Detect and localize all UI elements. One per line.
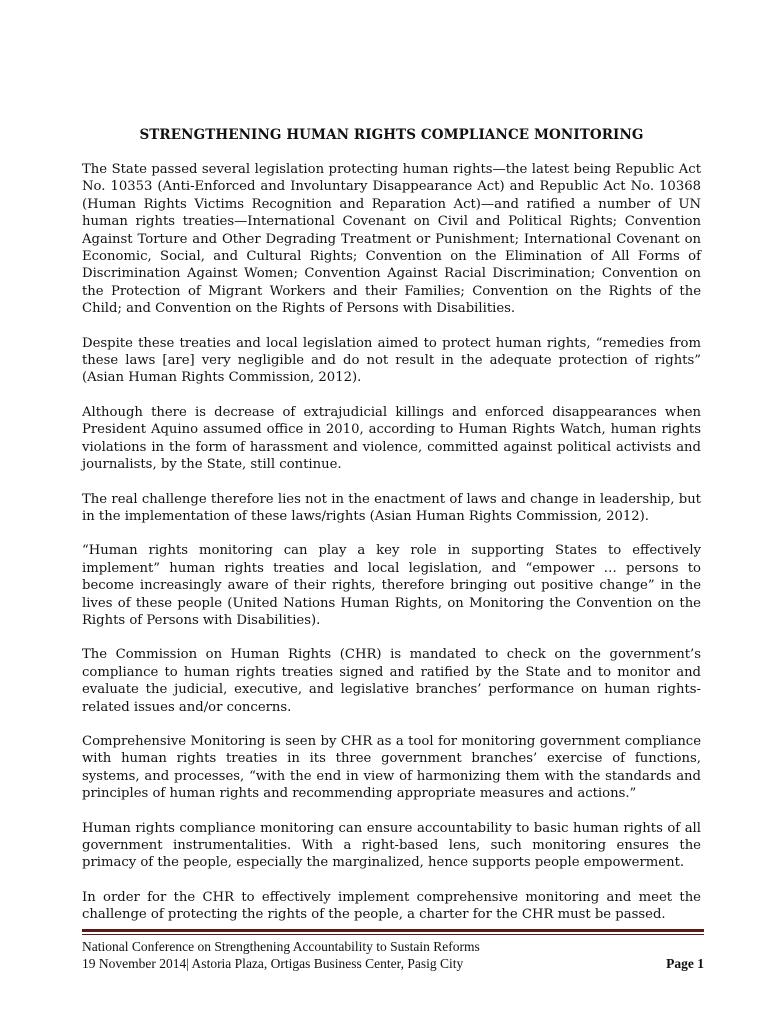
footer-rule-thin bbox=[82, 934, 704, 935]
document-body bbox=[82, 127, 701, 941]
paragraph-chr-charter: In order for the CHR to effectively implement comprehensive monitoring and meet the challenge of protecting the rights of the people, a charter for the CHR must be passed. bbox=[82, 889, 701, 923]
footer-rule-thick bbox=[82, 929, 704, 932]
paragraph-monitoring-role: “Human rights monitoring can play a key role in supporting States to effectively implement” human rights treaties and local legislation, and “empower … persons to become increasingly aware of their rights, therefore bringing out positive change” in the lives of these people (United Nations Human Rights, on Monitoring the Convention on the Rights of Persons with Disabilities). bbox=[82, 543, 701, 628]
paragraph-real-challenge: The real challenge therefore lies not in the enactment of laws and change in leadership, but in the implementation of these laws/rights (Asian Human Rights Commission, 2012). bbox=[82, 491, 701, 524]
footer-date-venue: 19 November 2014| Astoria Plaza, Ortigas Business Center, Pasig City bbox=[82, 956, 464, 971]
paragraph-accountability: Human rights compliance monitoring can ensure accountability to basic human rights of all government instrumentalities. With a right-based lens, such monitoring ensures the primacy of the people, especially the marginalized, hence supports people empowerment. bbox=[82, 820, 701, 871]
paragraph-legislation: The State passed several legislation protecting human rights—the latest being Republic Act No. 10353 (Anti-Enforced and Involuntary Disappearance Act) and Republic Act No. 10368 (Human Rights Victims Recognition and Reparation Act)—and ratified a number of UN human rights treaties—International Covenant on Civil and Political Rights; Convention Against Torture and Other Degrading Treatment or Punishment; International Covenant on Economic, Social, and Cultural Rights; Convention on the Elimination of All Forms of Discrimination Against Women; Convention Against Racial Discrimination; Convention on the Protection of Migrant Workers and their Families; Convention on the Rights of the Child; and Convention on the Rights of Persons with Disabilities. bbox=[82, 162, 701, 317]
footer-conference-name: National Conference on Strengthening Accountability to Sustain Reforms bbox=[82, 939, 480, 954]
document-title: STRENGTHENING HUMAN RIGHTS COMPLIANCE MONITORING bbox=[139, 127, 644, 143]
paragraph-remedies: Despite these treaties and local legislation aimed to protect human rights, “remedies from these laws [are] very negligible and do not result in the adequate protection of rights” (Asian Human Rights Commission, 2012). bbox=[82, 335, 701, 386]
paragraph-chr-mandate: The Commission on Human Rights (CHR) is mandated to check on the government’s compliance to human rights treaties signed and ratified by the State and to monitor and evaluate the judicial, executive, and legislative branches’ performance on human rights-related issues and/or concerns. bbox=[82, 647, 701, 715]
page-footer bbox=[82, 929, 704, 972]
page-number: Page 1 bbox=[666, 956, 704, 971]
paragraph-comprehensive-monitoring: Comprehensive Monitoring is seen by CHR as a tool for monitoring government compliance with human rights treaties in its three government branches’ exercise of functions, systems, and processes, “with the end in view of harmonizing them with the standards and principles of human rights and recommending appropriate measures and actions.” bbox=[82, 733, 701, 802]
footer-details-row bbox=[82, 955, 704, 972]
paragraph-violations: Although there is decrease of extrajudicial killings and enforced disappearances when President Aquino assumed office in 2010, according to Human Rights Watch, human rights violations in the form of harassment and violence, committed against political activists and journalists, by the State, still continue. bbox=[82, 404, 701, 473]
